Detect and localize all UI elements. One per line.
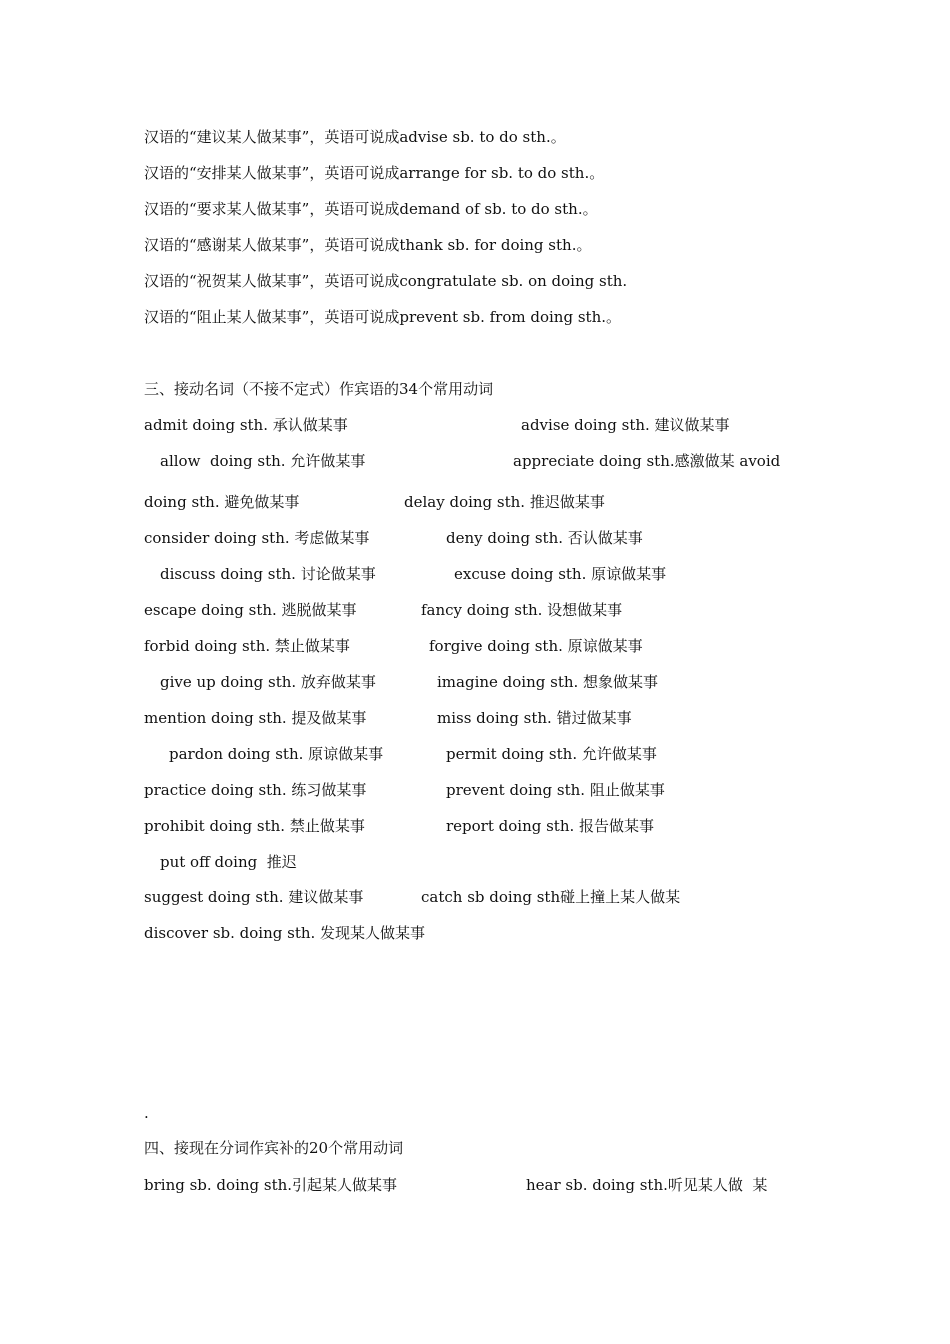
s3-row4-right: deny doing sth. 否认做某事 [446,529,643,547]
s3-row14-right: catch sb doing sth碰上撞上某人做某 [421,888,681,906]
s3-row13-left: put off doing 推迟 [160,853,297,871]
s3-row15-left: discover sb. doing sth. 发现某人做某事 [144,924,426,942]
s3-row5-left: discuss doing sth. 讨论做某事 [160,565,376,583]
s3-row7-right: forgive doing sth. 原谅做某事 [429,637,643,655]
intro-line-6: 汉语的“阻止某人做某事”，英语可说成prevent sb. from doing sth.。 [144,308,621,326]
intro-line-5: 汉语的“祝贺某人做某事”，英语可说成congratulate sb. on doing sth. [144,272,628,290]
s3-row7-left: forbid doing sth. 禁止做某事 [144,637,350,655]
s3-row8-right: imagine doing sth. 想象做某事 [437,673,659,691]
s3-row12-right: report doing sth. 报告做某事 [446,817,655,835]
s3-row2-right: appreciate doing sth.感激做某 avoid [513,452,781,470]
s4-row1-left: bring sb. doing sth.引起某人做某事 [144,1176,398,1194]
s3-row12-left: prohibit doing sth. 禁止做某事 [144,817,365,835]
separator-dot: . [144,1104,149,1122]
section4-heading: 四、接现在分词作宾补的20个常用动词 [144,1139,404,1157]
s3-row2-left: allow doing sth. 允许做某事 [160,452,366,470]
s3-row9-right: miss doing sth. 错过做某事 [437,709,632,727]
s3-row6-left: escape doing sth. 逃脱做某事 [144,601,357,619]
s3-row14-left: suggest doing sth. 建议做某事 [144,888,364,906]
s3-row1-right: advise doing sth. 建议做某事 [521,416,730,434]
intro-line-2: 汉语的“安排某人做某事”，英语可说成arrange for sb. to do sth.。 [144,164,605,182]
s3-row9-left: mention doing sth. 提及做某事 [144,709,367,727]
s3-row1-left: admit doing sth. 承认做某事 [144,416,348,434]
s4-row1-right: hear sb. doing sth.听见某人做 某 [526,1176,768,1194]
intro-line-1: 汉语的“建议某人做某事”，英语可说成advise sb. to do sth.。 [144,128,566,146]
s3-row10-right: permit doing sth. 允许做某事 [446,745,657,763]
s3-row3-left: doing sth. 避免做某事 [144,493,300,511]
intro-line-4: 汉语的“感谢某人做某事”，英语可说成thank sb. for doing sth.。 [144,236,592,254]
s3-row6-right: fancy doing sth. 设想做某事 [421,601,623,619]
s3-row11-right: prevent doing sth. 阻止做某事 [446,781,665,799]
s3-row4-left: consider doing sth. 考虑做某事 [144,529,370,547]
intro-line-3: 汉语的“要求某人做某事”，英语可说成demand of sb. to do sth.。 [144,200,598,218]
s3-row10-left: pardon doing sth. 原谅做某事 [169,745,384,763]
s3-row11-left: practice doing sth. 练习做某事 [144,781,367,799]
s3-row3-right: delay doing sth. 推迟做某事 [404,493,605,511]
s3-row8-left: give up doing sth. 放弃做某事 [160,673,376,691]
section3-heading: 三、接动名词（不接不定式）作宾语的34个常用动词 [144,380,494,398]
s3-row5-right: excuse doing sth. 原谅做某事 [454,565,667,583]
